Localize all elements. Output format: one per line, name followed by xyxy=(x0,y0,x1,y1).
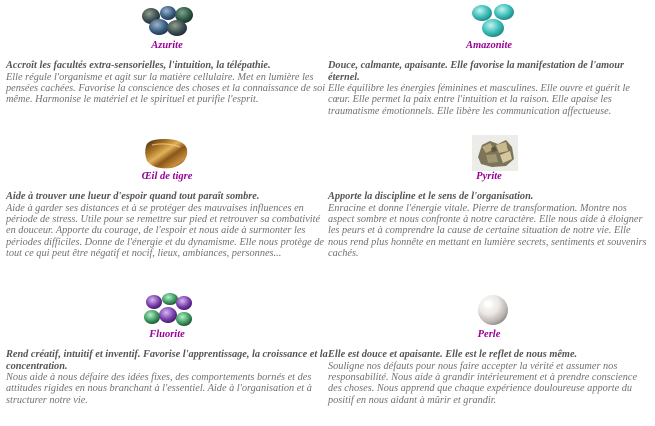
stone-card-amazonite xyxy=(328,2,650,117)
fluorite-stones-icon xyxy=(142,291,194,329)
stone-thumbnail xyxy=(6,133,328,171)
stone-card-fluorite xyxy=(6,291,328,406)
stone-thumbnail xyxy=(328,133,650,171)
stone-description: Souligne nos défauts pour nous faire accepter la vérité et assumer nos responsabilité. Nous aide à grandir intérieurement et à prendre conscience des choses. Nous apprend que chaque expérience douloureuse apporte du positif en nous aidant à mûrir et grandir. xyxy=(328,360,638,406)
stone-description: Elle régule l'organisme et agit sur la matière cellulaire. Met en lumière les pensées cachées. Favorise la conscience des choses et la connaissance de soi même. Harmonise le matériel et le spirituel et purifie l'esprit. xyxy=(6,71,326,106)
stone-name: Perle xyxy=(477,329,501,340)
stone-name: Œil de tigre xyxy=(141,171,193,182)
stone-headline: Apporte la discipline et le sens de l'organisation. xyxy=(328,191,534,202)
stone-headline: Aide à trouver une lueur d'espoir quand tout paraît sombre. xyxy=(6,191,260,202)
stone-card-tigers-eye xyxy=(6,133,328,260)
stone-headline: Rend créatif, intuitif et inventif. Favorise l'apprentissage, la croissance et la concentration. xyxy=(6,349,328,372)
pyrite-stone-icon xyxy=(472,135,518,171)
stone-name: Fluorite xyxy=(149,329,185,340)
stone-card-pearl xyxy=(328,291,650,406)
stone-description: Elle équilibre les énergies féminines et masculines. Elle ouvre et guérit le cœur. Elle permet la paix entre l'intuition et la raison. Elle apaise les traumatisme émotionnels. Elle libère les communication affectueuse. xyxy=(328,83,630,117)
stones-grid xyxy=(6,0,651,426)
stone-thumbnail xyxy=(328,2,650,40)
stone-headline: Accroît les facultés extra-sensorielles, l'intuition, la télépathie. xyxy=(6,60,271,71)
stone-thumbnail xyxy=(6,2,328,40)
pearl-icon xyxy=(476,293,510,327)
tigers-eye-stone-icon xyxy=(142,137,190,171)
stone-description: Nous aide à nous défaire des idées fixes, des comportements bornés et des attitudes rigides en nous branchant à l'essentiel. Aide à l'organisation et à structurer notre vie. xyxy=(6,372,312,406)
stone-thumbnail xyxy=(328,291,650,329)
stone-headline: Elle est douce et apaisante. Elle est le reflet de nous même. xyxy=(328,349,578,360)
stone-card-pyrite xyxy=(328,133,650,260)
stone-description: Aide à garder ses distances et à se protéger des mauvaises influences en période de stress. Utile pour se remettre sur pied et retrouver sa combativité en douceur. Apporte du courage, de l'espoir et nous aide à surmonter les périodes difficiles. Donne de l'énergie et du dynamisme. Elle nous protège de tout ce qui peut être négatif et nocif, lieux, ambiances, personnes... xyxy=(6,202,324,260)
stone-name: Pyrite xyxy=(476,171,502,182)
stone-name: Amazonite xyxy=(465,40,513,51)
stone-name: Azurite xyxy=(151,40,183,51)
stone-card-azurite xyxy=(6,2,328,106)
azurite-stones-icon xyxy=(137,4,197,38)
stone-headline: Douce, calmante, apaisante. Elle favorise la manifestation de l'amour éternel. xyxy=(328,60,625,83)
amazonite-stones-icon xyxy=(468,2,520,40)
stone-thumbnail xyxy=(6,291,328,329)
stone-description: Enracine et donne l'énergie vitale. Pierre de transformation. Montre nos aspect sombre et nous confronte à notre caractère. Elle nous aide à éloigner les peurs et à comprendre la cause de certaine situation de notre vie. Elle nous rend plus honnête en mettant en lumière secrets, sentiments et souvenirs cachés. xyxy=(328,202,647,260)
